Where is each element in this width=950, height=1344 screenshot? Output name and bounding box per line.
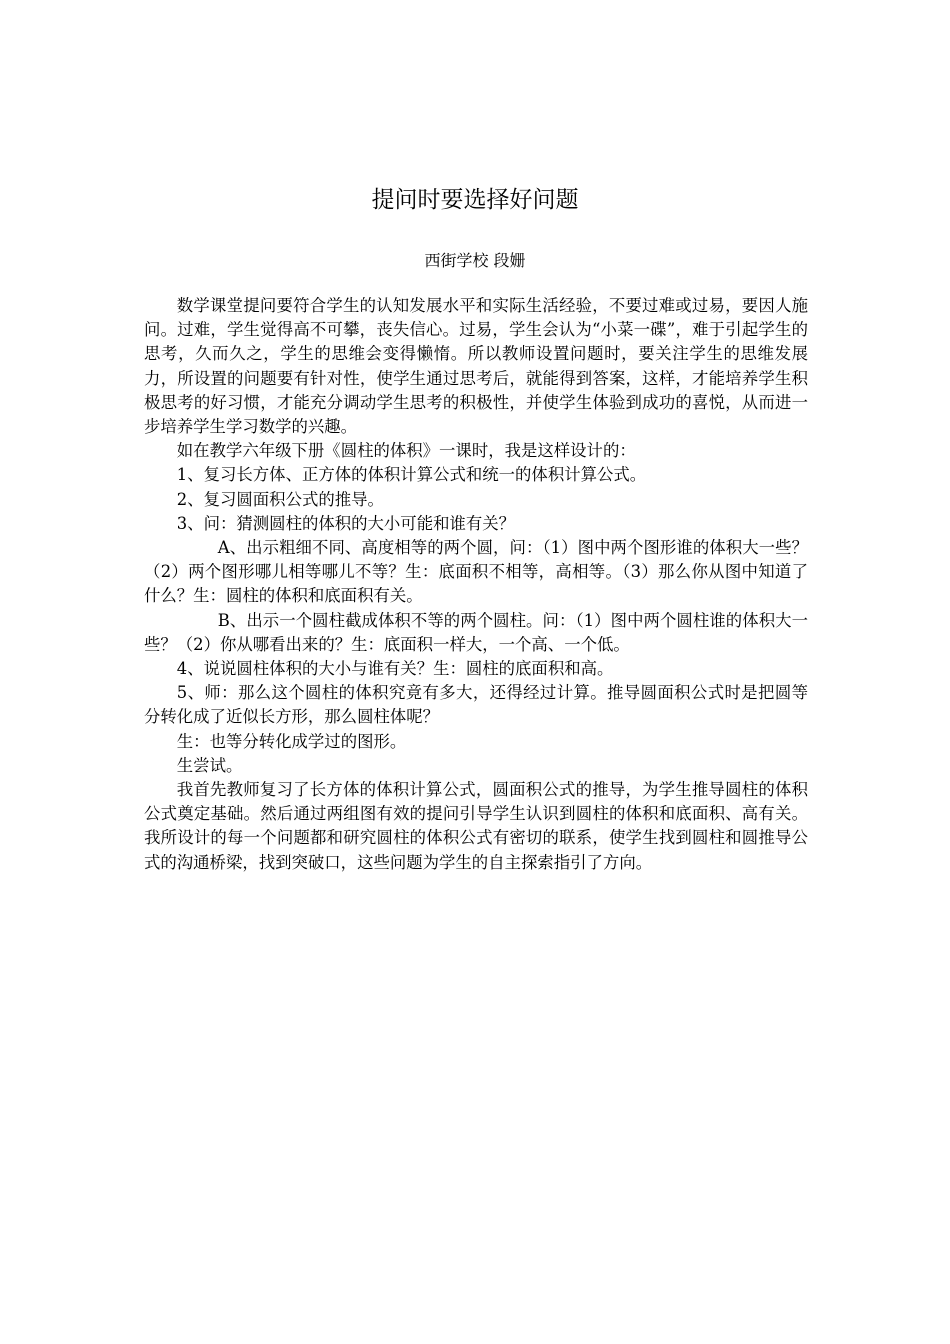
paragraph: 数学课堂提问要符合学生的认知发展水平和实际生活经验，不要过难或过易，要因人施问。过难，学生觉得高不可攀，丧失信心。过易，学生会认为“小菜一碟”，难于引起学生的思考，久而久之，学生的思维会变得懒惰。所以教师设置问题时，要关注学生的思维发展力，所设置的问题要有针对性，使学生通过思考后，就能得到答案，这样，才能培养学生积极思考的好习惯，才能充分调动学生思考的积极性，并使学生体验到成功的喜悦，从而进一步培养学生学习数学的兴趣。 — [144, 296, 808, 437]
paragraph: 如在教学六年级下册《圆柱的体积》一课时，我是这样设计的： — [176, 441, 636, 461]
paragraph: 生尝试。 — [176, 755, 243, 775]
list-item: 4、说说圆柱体积的大小与谁有关？生：圆柱的底面积和高。 — [176, 659, 614, 679]
paragraph: 生：也等分转化成学过的图形。 — [176, 731, 407, 751]
sub-list-item: B、出示一个圆柱截成体积不等的两个圆柱。问：（1）图中两个圆柱谁的体积大一些？（2）你从哪看出来的？生：底面积一样大，一个高、一个低。 — [144, 610, 808, 654]
list-item: 2、复习圆面积公式的推导。 — [176, 489, 384, 509]
list-item: 1、复习长方体、正方体的体积计算公式和统一的体积计算公式。 — [176, 465, 647, 485]
list-item: 3、问：猜测圆柱的体积的大小可能和谁有关？ — [176, 513, 516, 533]
sub-list-item: A、出示粗细不同、高度相等的两个圆，问：（1）图中两个图形谁的体积大一些？（2）两个图形哪儿相等哪儿不等？生：底面积不相等，高相等。（3）那么你从图中知道了什么？生：圆柱的体积和底面积有关。 — [144, 538, 808, 606]
document-author: 西街学校 段姗 — [424, 251, 526, 270]
document-body — [144, 294, 808, 875]
document-title: 提问时要选择好问题 — [371, 187, 579, 213]
list-item: 5、师：那么这个圆柱的体积究竟有多大，还得经过计算。推导圆面积公式时是把圆等分转化成了近似长方形，那么圆柱体呢？ — [144, 683, 808, 727]
paragraph: 我首先教师复习了长方体的体积计算公式，圆面积公式的推导，为学生推导圆柱的体积公式奠定基础。然后通过两组图有效的提问引导学生认识到圆柱的体积和底面积、高有关。我所设计的每一个问题都和研究圆柱的体积公式有密切的联系，使学生找到圆柱和圆推导公式的沟通桥梁，找到突破口，这些问题为学生的自主探索指引了方向。 — [144, 780, 808, 872]
